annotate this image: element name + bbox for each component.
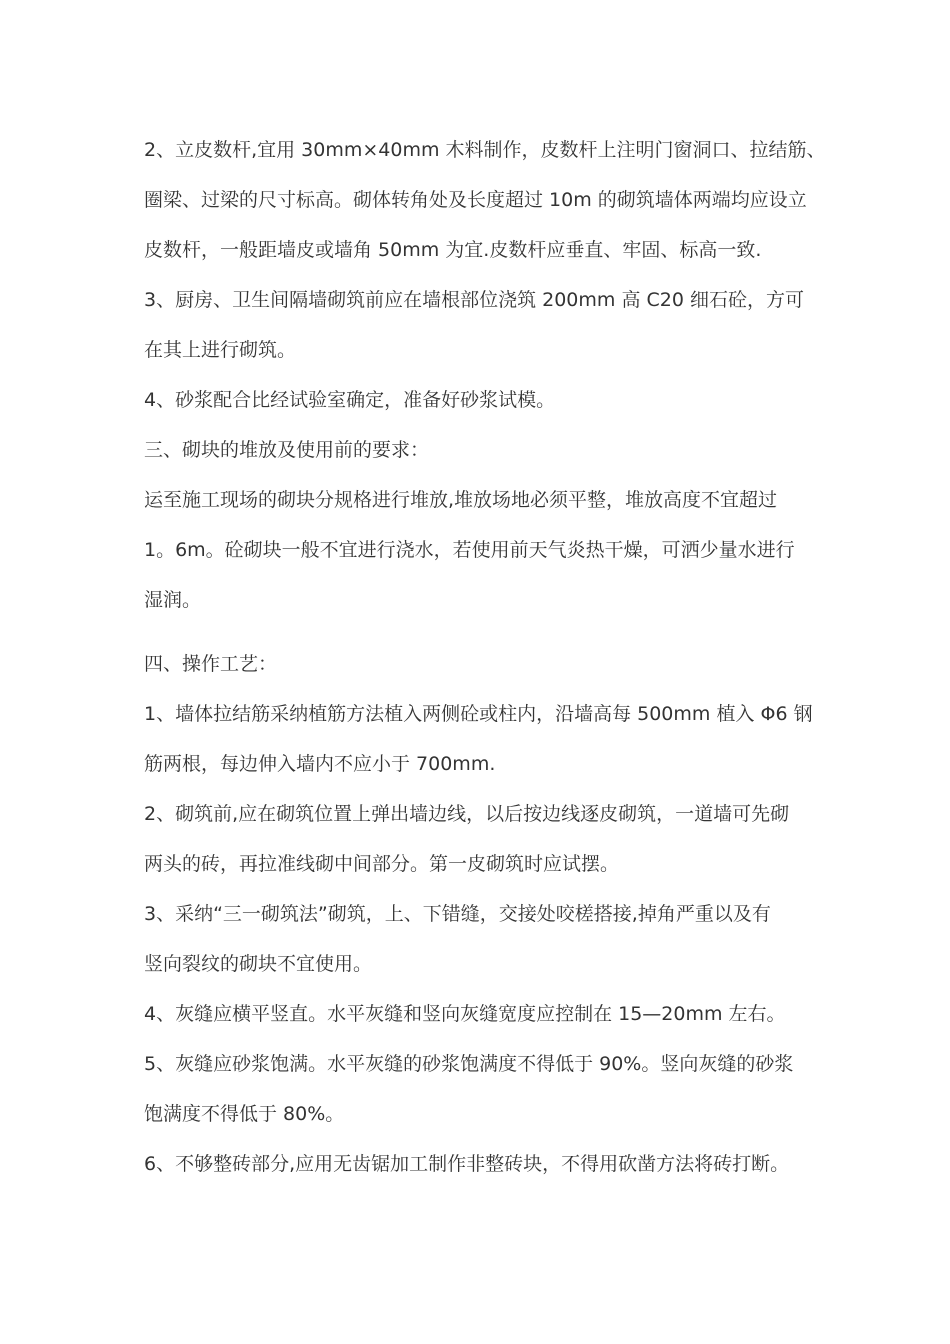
text-line: 6、不够整砖部分,应用无齿锯加工制作非整砖块，不得用砍凿方法将砖打断。 <box>144 1153 790 1175</box>
text-line: 筋两根，每边伸入墙内不应小于 700mm. <box>144 753 496 775</box>
text-line: 竖向裂纹的砌块不宜使用。 <box>144 953 373 975</box>
text-line: 1、墙体拉结筋采纳植筋方法植入两侧砼或柱内，沿墙高每 500mm 植入 Φ6 钢 <box>144 703 813 725</box>
text-line: 圈梁、过梁的尺寸标高。砌体转角处及长度超过 10m 的砌筑墙体两端均应设立 <box>144 189 807 211</box>
text-line: 皮数杆，一般距墙皮或墙角 50mm 为宜.皮数杆应垂直、牢固、标高一致. <box>144 239 762 261</box>
section-heading: 三、砌块的堆放及使用前的要求： <box>144 439 430 461</box>
text-line: 在其上进行砌筑。 <box>144 339 297 361</box>
section-heading: 四、操作工艺： <box>144 653 278 675</box>
text-line: 2、砌筑前,应在砌筑位置上弹出墙边线，以后按边线逐皮砌筑，一道墙可先砌 <box>144 803 790 825</box>
text-line: 3、采纳“三一砌筑法”砌筑，上、下错缝，交接处咬槎搭接,掉角严重以及有 <box>144 903 771 925</box>
text-line: 运至施工现场的砌块分规格进行堆放,堆放场地必须平整，堆放高度不宜超过 <box>144 489 778 511</box>
text-line: 3、厨房、卫生间隔墙砌筑前应在墙根部位浇筑 200mm 高 C20 细石砼，方可 <box>144 289 804 311</box>
text-line: 两头的砖，再拉准线砌中间部分。第一皮砌筑时应试摆。 <box>144 853 620 875</box>
text-line: 4、灰缝应横平竖直。水平灰缝和竖向灰缝宽度应控制在 15—20mm 左右。 <box>144 1003 786 1025</box>
text-line: 饱满度不得低于 80%。 <box>144 1103 345 1125</box>
text-line: 4、砂浆配合比经试验室确定，准备好砂浆试模。 <box>144 389 556 411</box>
text-line: 湿润。 <box>144 589 202 611</box>
text-line: 1。6m。砼砌块一般不宜进行浇水，若使用前天气炎热干燥，可洒少量水进行 <box>144 539 795 561</box>
text-line: 2、立皮数杆,宜用 30mm×40mm 木料制作，皮数杆上注明门窗洞口、拉结筋、 <box>144 139 826 161</box>
text-line: 5、灰缝应砂浆饱满。水平灰缝的砂浆饱满度不得低于 90%。竖向灰缝的砂浆 <box>144 1053 794 1075</box>
